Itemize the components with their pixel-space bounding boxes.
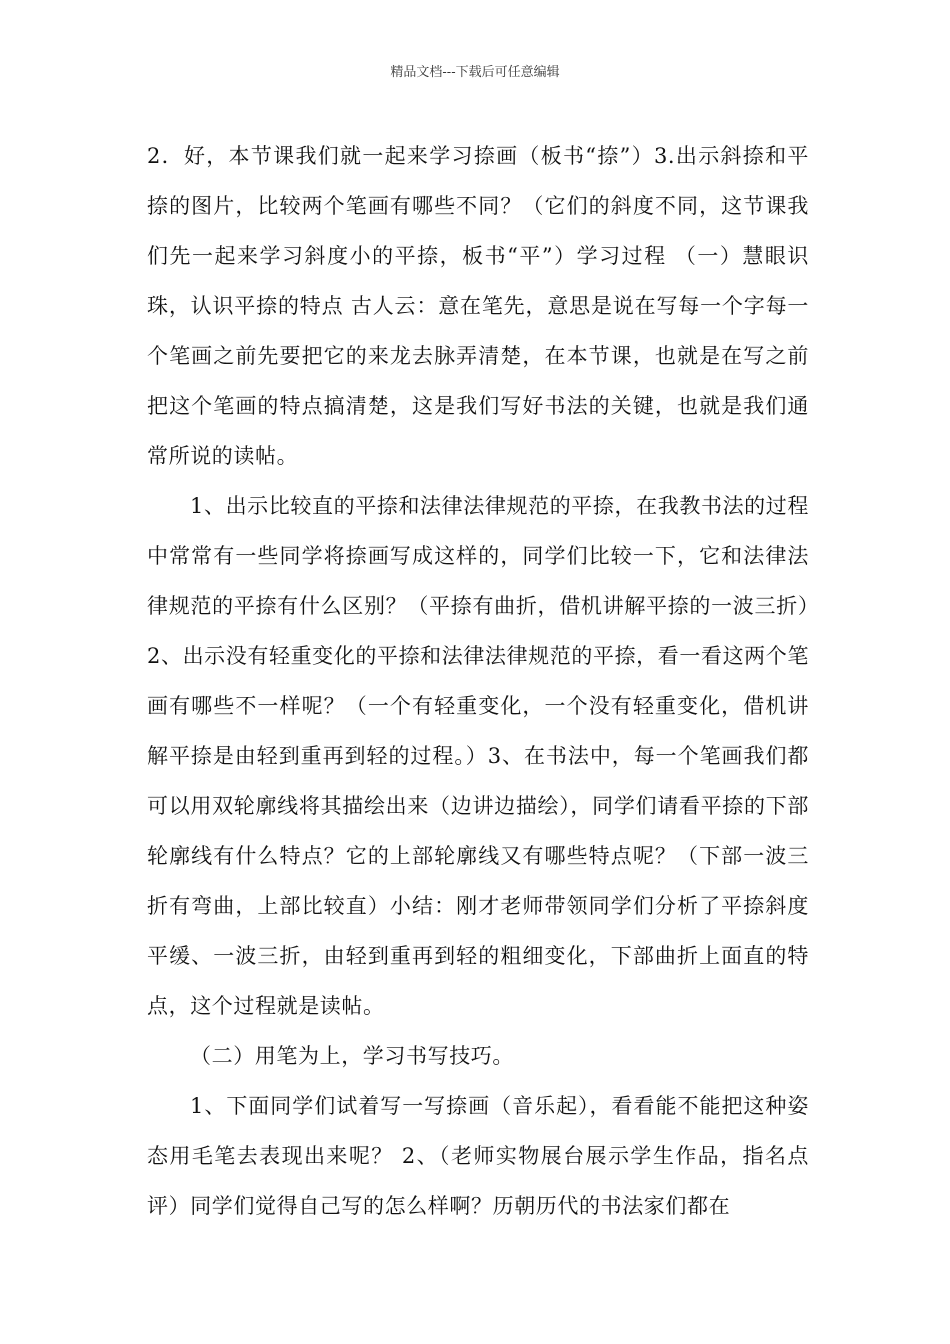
paragraph-2: 1、出示比较直的平捺和法律法律规范的平捺，在我教书法的过程中常常有一些同学将捺画写成这样的，同学们比较一下，它和法律法律规范的平捺有什么区别？（平捺有曲折，借机讲解平捺的一波三折）2、出示没有轻重变化的平捺和法律法律规范的平捺，看一看这两个笔画有哪些不一样呢？（一个有轻重变化，一个没有轻重变化，借机讲解平捺是由轻到重再到轻的过程。）3、在书法中，每一个笔画我们都可以用双轮廓线将其描绘出来（边讲边描绘），同学们请看平捺的下部轮廓线有什么特点？它的上部轮廓线又有哪些特点呢？（下部一波三折有弯曲，上部比较直）小结：刚才老师带领同学们分析了平捺斜度平缓、一波三折，由轻到重再到轻的粗细变化，下部曲折上面直的特点，这个过程就是读帖。 xyxy=(147,494,809,1018)
paragraph-3: （二）用笔为上，学习书写技巧。 xyxy=(190,1044,514,1068)
paragraph-4: 1、下面同学们试着写一写捺画（音乐起），看看能不能把这种姿态用毛笔去表现出来呢？ 2、（老师实物展台展示学生作品，指名点评）同学们觉得自己写的怎么样啊？历朝历代的书法家们都在 xyxy=(147,1094,809,1218)
page-header: 精品文档---下载后可任意编辑 xyxy=(390,65,560,80)
document-body xyxy=(147,131,809,1231)
paragraph-1: 2．好，本节课我们就一起来学习捺画（板书“捺”）3.出示斜捺和平捺的图片，比较两个笔画有哪些不同？（它们的斜度不同，这节课我们先一起来学习斜度小的平捺，板书“平”）学习过程 （一）慧眼识珠，认识平捺的特点 古人云：意在笔先，意思是说在写每一个字每一个笔画之前先要把它的来龙去脉弄清楚，在本节课，也就是在写之前把这个笔画的特点搞清楚，这是我们写好书法的关键，也就是我们通常所说的读帖。 xyxy=(147,144,809,468)
